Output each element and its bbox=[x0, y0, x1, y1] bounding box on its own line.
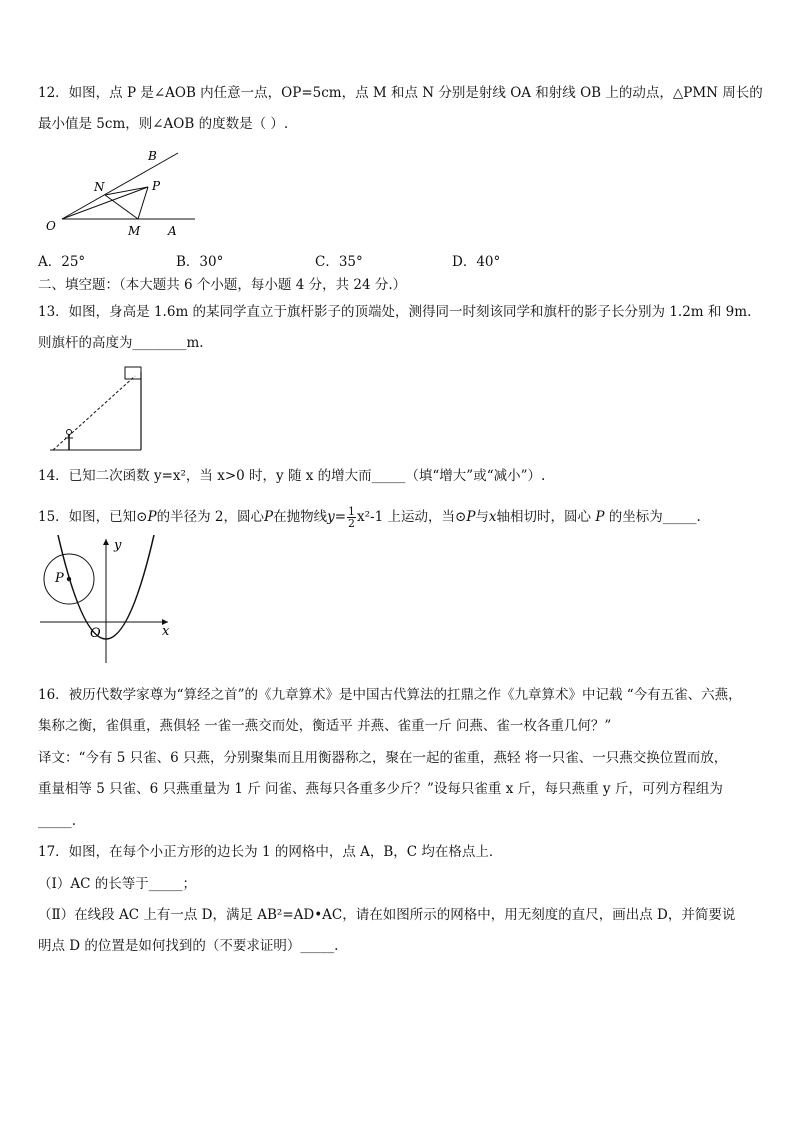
label-n: N bbox=[94, 180, 105, 194]
q12-angle-figure bbox=[40, 145, 200, 240]
q12-option-a: A．25° bbox=[38, 254, 86, 270]
q15-p1: P bbox=[147, 509, 157, 525]
person-head bbox=[67, 430, 72, 435]
q16-text-line4: 重量相等 5 只雀、6 只燕重量为 1 斤 问雀、燕每只各重多少斤？”设每只雀重 x 斤，每只燕重 y 斤，可列方程组为 bbox=[38, 781, 723, 797]
q15-fraction bbox=[347, 506, 356, 529]
q15-parabola-figure bbox=[38, 535, 173, 665]
label-m: M bbox=[128, 224, 141, 238]
q17-text-line3: （Ⅱ）在线段 AC 上有一点 D，满足 AB²=AD•AC，请在如图所示的网格中，用无刻度的直尺，画出点 D，并简要说 bbox=[38, 907, 736, 923]
q15-tail: 的坐标为_____. bbox=[604, 509, 701, 525]
q16-text-line2: 集称之衡，雀俱重，燕俱轻 一雀一燕交而处，衡适平 并燕、雀重一斤 问燕、雀一枚各重几何？” bbox=[38, 718, 612, 734]
q15-mid1: 的半径为 2，圆心 bbox=[156, 509, 264, 525]
q15-mid2: 在抛物线 bbox=[273, 509, 328, 525]
label-p: P bbox=[55, 571, 64, 586]
label-a: A bbox=[168, 224, 177, 238]
q15-text-line1 bbox=[38, 506, 701, 529]
q15-p3: P bbox=[466, 509, 476, 525]
q13-text-line1: 13．如图，身高是 1.6m 的某同学直立于旗杆影子的顶端处，测得同一时刻该同学和旗杆的影子长分别为 1.2m 和 9m. bbox=[38, 304, 752, 320]
q12-option-c: C．35° bbox=[315, 254, 363, 270]
q17-text-line2: （Ⅰ）AC 的长等于_____； bbox=[38, 876, 196, 892]
segment-op bbox=[62, 187, 148, 219]
y-axis-arrow bbox=[103, 539, 109, 545]
q15-xvar: x bbox=[488, 509, 497, 525]
q12-option-d: D．40° bbox=[452, 254, 501, 270]
label-b: B bbox=[148, 149, 157, 163]
q12-option-b: B．30° bbox=[176, 254, 224, 270]
q17-text-line4: 明点 D 的位置是如何找到的（不要求证明）_____. bbox=[38, 938, 339, 954]
q15-p2: P bbox=[263, 509, 274, 525]
sun-ray-line bbox=[53, 376, 135, 450]
label-y: y bbox=[114, 538, 122, 553]
q15-yeq: y= bbox=[327, 509, 347, 525]
q13-text-line2: 则旗杆的高度为________m. bbox=[38, 335, 204, 351]
q13-flagpole-figure bbox=[45, 362, 150, 454]
q15-mid3: 与 bbox=[475, 509, 489, 525]
q15-post: x²-1 上运动，当⊙ bbox=[357, 509, 467, 525]
q15-end: 轴相切时，圆心 bbox=[496, 509, 596, 525]
label-o: O bbox=[90, 626, 101, 641]
segment-mp bbox=[138, 187, 148, 219]
q17-text-line1: 17．如图，在每个小正方形的边长为 1 的网格中，点 A，B，C 均在格点上． bbox=[38, 844, 503, 860]
q15-frac-num: 1 bbox=[348, 505, 356, 518]
q12-text-line1: 12．如图，点 P 是∠AOB 内任意一点，OP=5cm，点 M 和点 N 分别是射线 OA 和射线 OB 上的动点，△PMN 周长的 bbox=[38, 85, 763, 101]
label-x: x bbox=[162, 624, 170, 639]
q12-text-line2: 最小值是 5cm，则∠AOB 的度数是（ ）. bbox=[38, 116, 289, 132]
ray-ob bbox=[62, 153, 178, 219]
q16-text-line1: 16．被历代数学家尊为“算经之首”的《九章算术》是中国古代算法的扛鼎之作《九章算术》中记载 “今有五雀、六燕， bbox=[38, 687, 742, 703]
segment-nm bbox=[105, 195, 138, 219]
q15-pre: 15．如图，已知⊙ bbox=[38, 509, 148, 525]
section-heading: 二、填空题：（本大题共 6 个小题，每小题 4 分，共 24 分.） bbox=[38, 277, 407, 293]
q14-text-line1: 14．已知二次函数 y=x²，当 x>0 时，y 随 x 的增大而_____（填“增大”或“减小”）. bbox=[38, 468, 546, 484]
label-o: O bbox=[46, 219, 56, 233]
q15-frac-den: 2 bbox=[348, 517, 356, 530]
flag bbox=[125, 367, 141, 379]
q15-p4: P bbox=[595, 509, 605, 525]
q16-text-line3: 译文：“今有 5 只雀、6 只燕，分别聚集而且用衡器称之，聚在一起的雀重，燕轻 将一只雀、一只燕交换位置而放， bbox=[38, 750, 728, 766]
label-p: P bbox=[152, 179, 161, 193]
center-p-dot bbox=[67, 577, 71, 581]
q16-text-line5: _____. bbox=[38, 813, 77, 829]
